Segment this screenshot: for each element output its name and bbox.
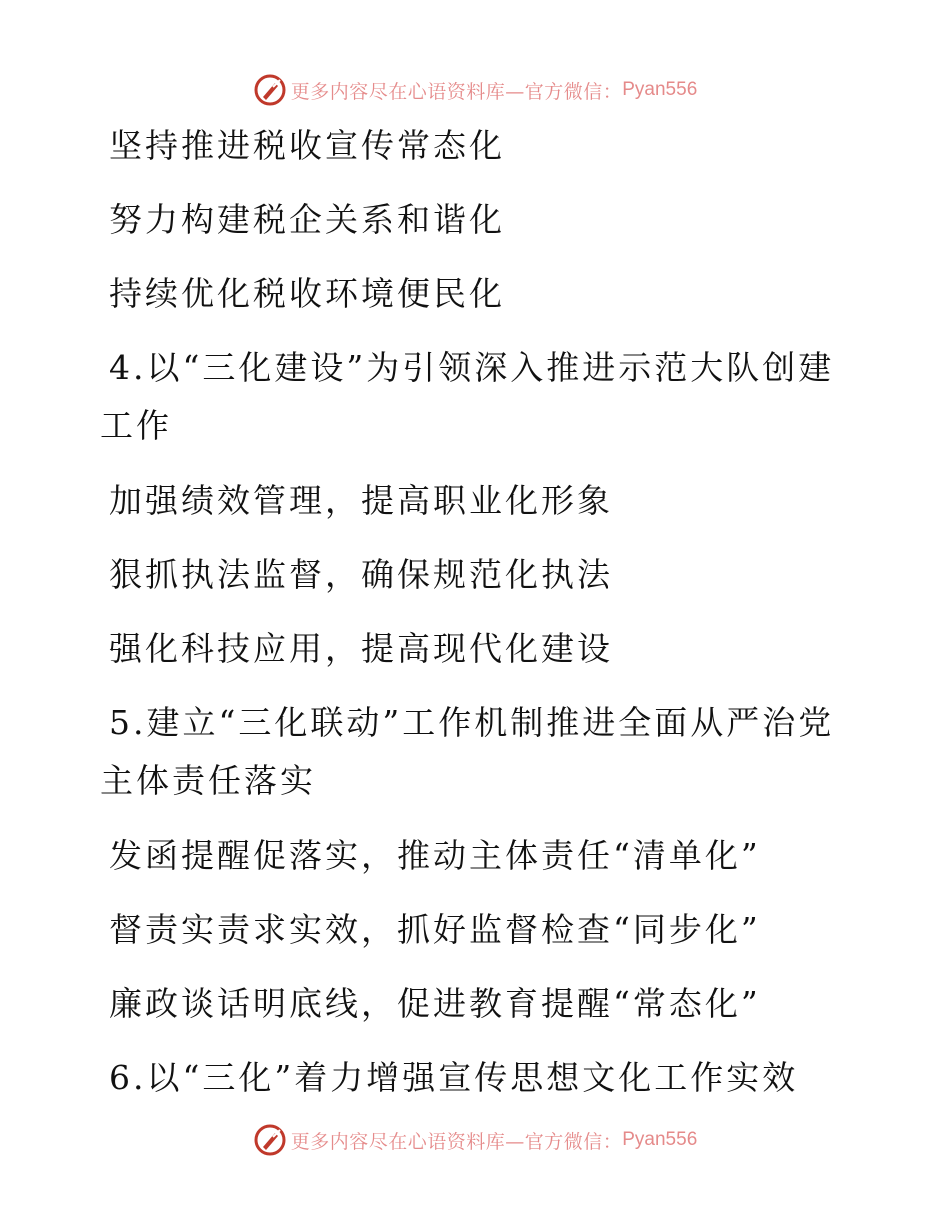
- pen-nib-logo-icon: [253, 1123, 287, 1157]
- text-line: 廉政谈话明底线，促进教育提醒“常态化”: [109, 984, 761, 1023]
- text-line: 督责实责求实效，抓好监督检查“同步化”: [109, 910, 761, 949]
- section-heading-continuation: 主体责任落实: [100, 761, 316, 800]
- watermark-text: 更多内容尽在心语资料库—官方微信：: [290, 1130, 623, 1153]
- watermark-brand: Pyan556: [622, 1129, 698, 1150]
- pen-nib-logo-icon: [253, 73, 287, 107]
- watermark-brand: Pyan556: [622, 79, 698, 100]
- text-line: 狠抓执法监督，确保规范化执法: [109, 555, 613, 594]
- text-line: 坚持推进税收宣传常态化: [109, 126, 505, 165]
- watermark-text: 更多内容尽在心语资料库—官方微信：: [290, 80, 623, 103]
- text-line: 努力构建税企关系和谐化: [109, 200, 505, 239]
- section-heading-continuation: 工作: [100, 406, 172, 445]
- footer-watermark: [0, 1120, 950, 1160]
- text-line: 发函提醒促落实，推动主体责任“清单化”: [109, 836, 761, 875]
- header-watermark: [0, 70, 950, 110]
- section-heading: 6.以“三化”着力增强宣传思想文化工作实效: [109, 1058, 799, 1097]
- text-line: 加强绩效管理，提高职业化形象: [109, 481, 613, 520]
- section-heading: 5.建立“三化联动”工作机制推进全面从严治党: [109, 703, 835, 742]
- text-line: 持续优化税收环境便民化: [109, 274, 505, 313]
- section-heading: 4.以“三化建设”为引领深入推进示范大队创建: [109, 348, 835, 387]
- text-line: 强化科技应用，提高现代化建设: [109, 629, 613, 668]
